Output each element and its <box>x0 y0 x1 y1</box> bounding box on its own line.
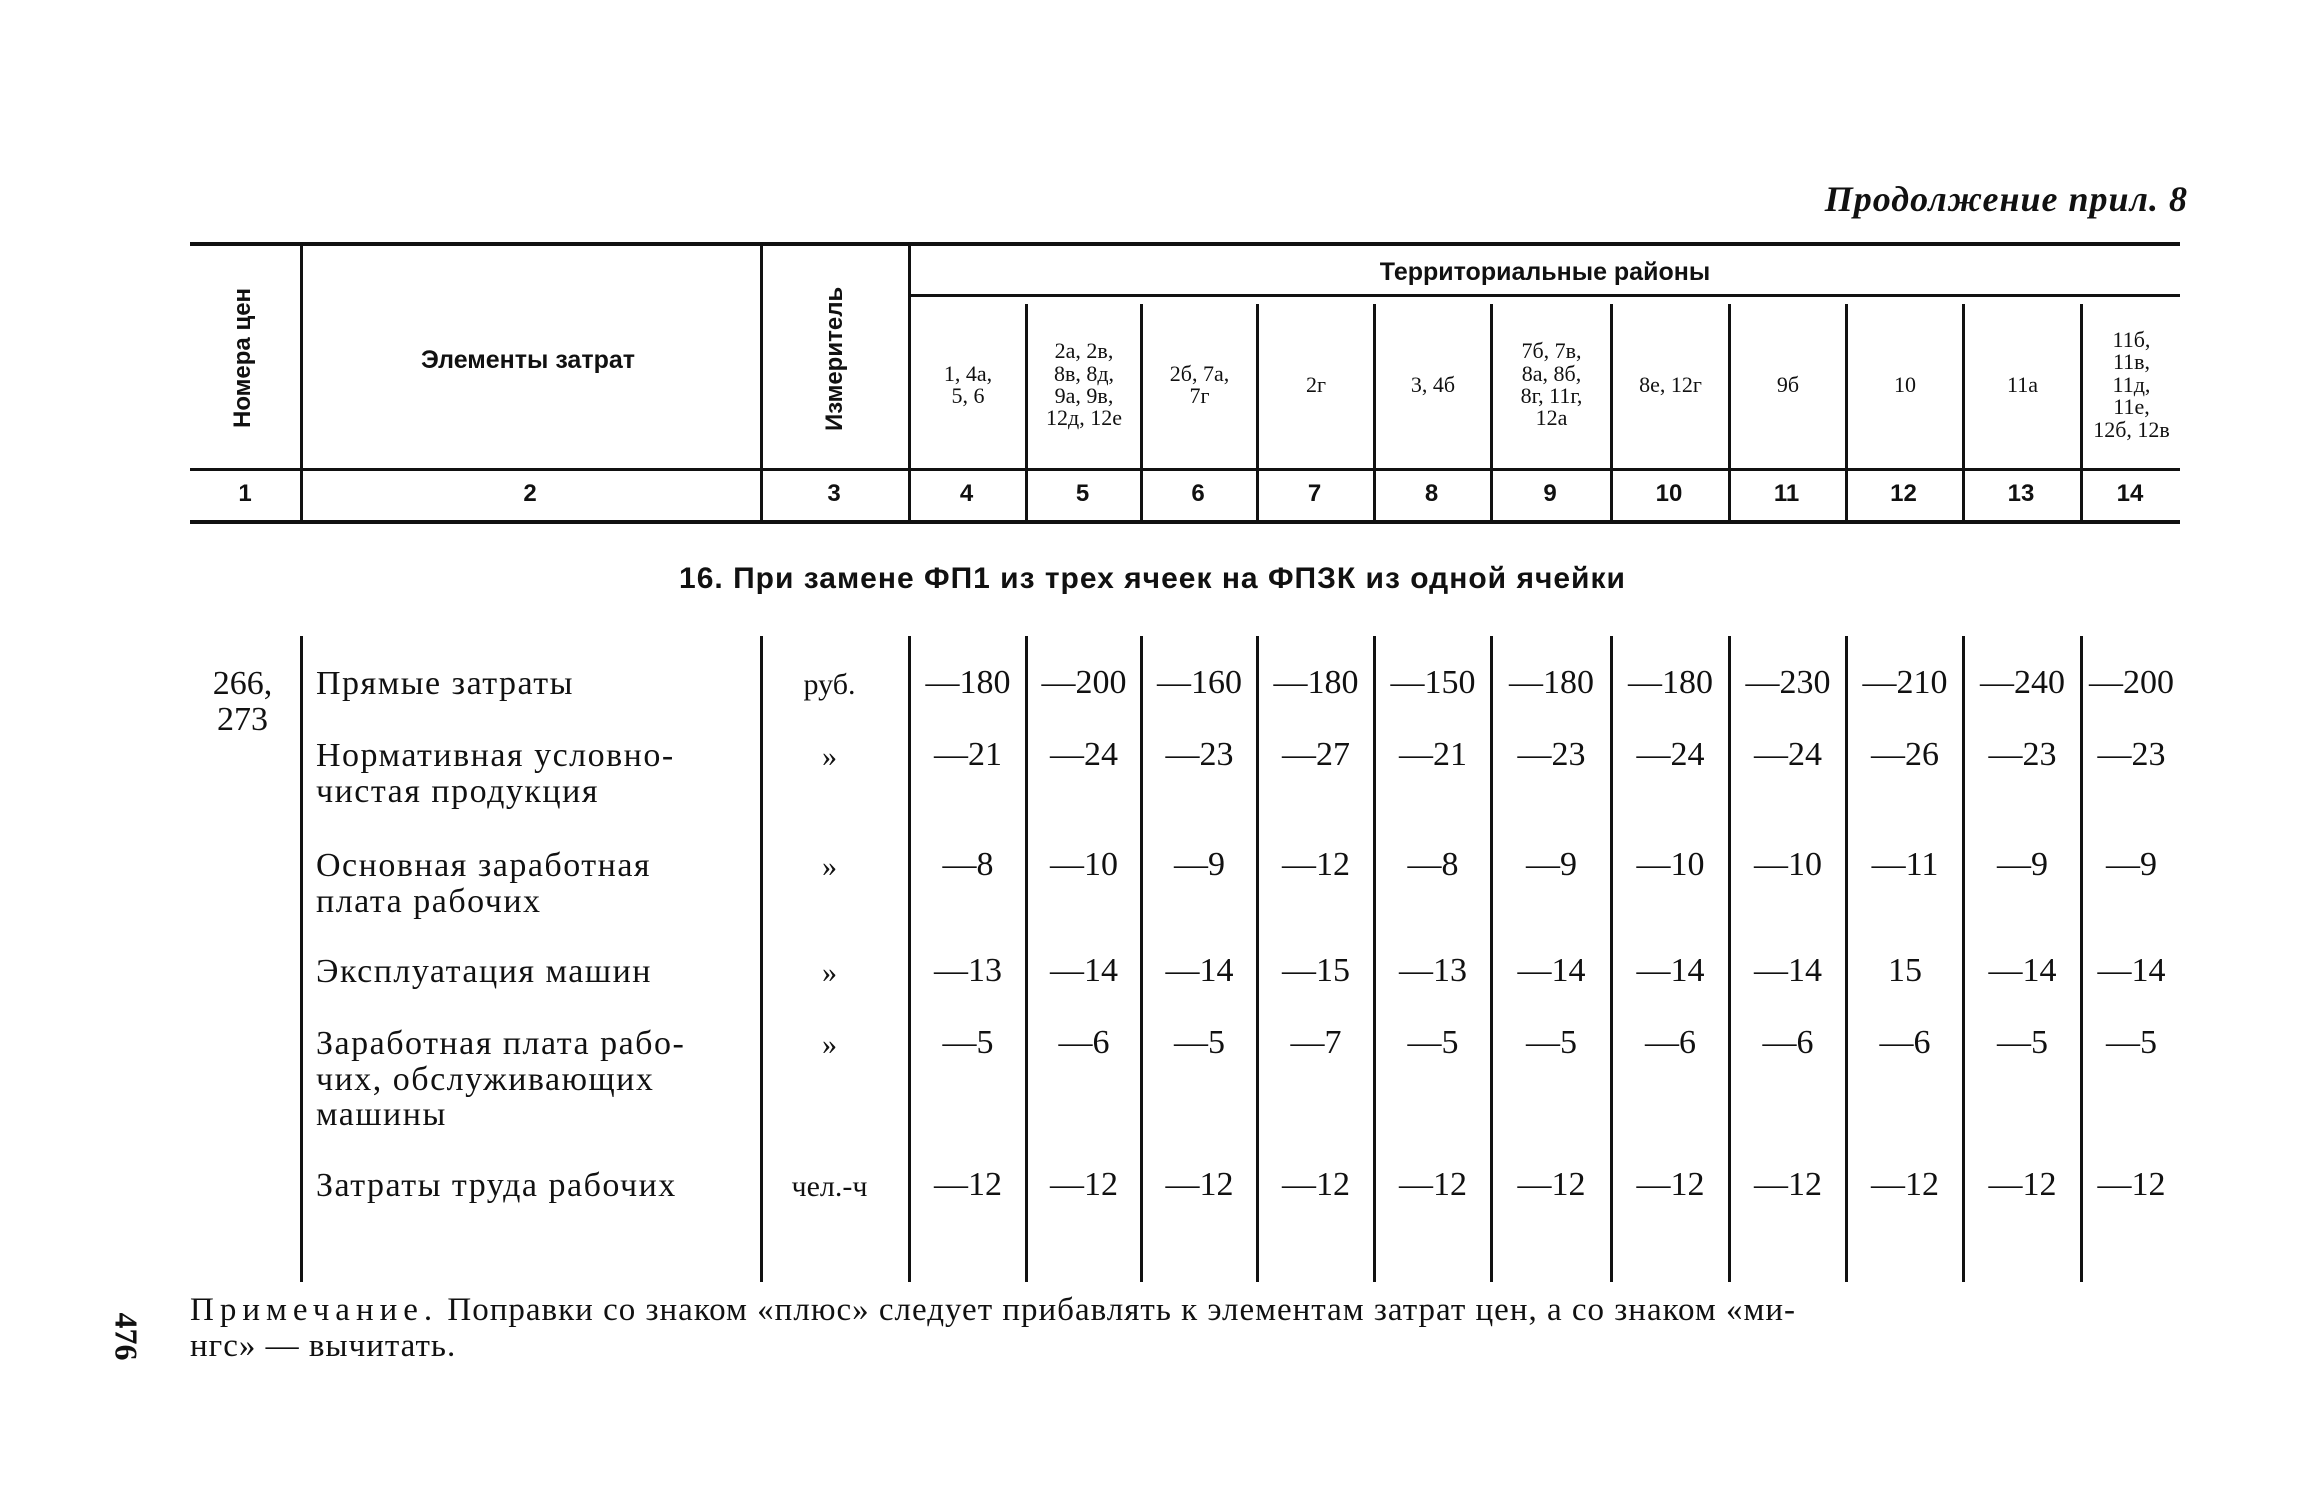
value-cell: —12 <box>1871 1166 1939 1203</box>
value-cell: —12 <box>1165 1166 1234 1203</box>
value-cell: —5 <box>2106 1024 2157 1061</box>
unit-cell: руб. <box>803 668 856 701</box>
column-number: 3 <box>827 480 841 507</box>
cost-element-label: Прямые затраты <box>316 665 574 702</box>
column-number: 1 <box>238 480 252 507</box>
header-bottom-rule <box>190 468 2180 471</box>
region-header: 2г <box>1305 371 1327 397</box>
value-cell: —200 <box>1041 664 1127 701</box>
value-cell: —12 <box>1636 1166 1705 1203</box>
value-cell: —12 <box>2097 1166 2166 1203</box>
regions-header: Территориальные районы <box>1379 257 1711 286</box>
value-cell: —160 <box>1157 664 1242 701</box>
region-header: 2а, 2в, 8в, 8д, 9а, 9в, 12д, 12е <box>1046 338 1122 431</box>
value-cell: —12 <box>1399 1166 1467 1203</box>
price-numbers-header: Номера цен <box>229 287 256 428</box>
region-header: 3, 4б <box>1410 371 1456 397</box>
value-cell: —14 <box>1517 952 1586 989</box>
footnote-text: Поправки со знаком «плюс» следует прибавлять к элементам затрат цен, а со знаком «ми- нгс» — вычитать. <box>190 1292 1797 1365</box>
value-cell: —12 <box>1517 1166 1586 1203</box>
value-cell: —180 <box>1273 664 1359 701</box>
value-cell: —10 <box>1636 846 1705 883</box>
column-number: 4 <box>959 480 974 507</box>
unit-cell: » <box>822 1028 837 1061</box>
value-cell: —12 <box>1282 846 1350 883</box>
unit-cell: » <box>822 956 837 989</box>
column-number: 14 <box>2116 480 2144 507</box>
unit-cell: чел.-ч <box>791 1170 868 1203</box>
value-cell: —210 <box>1862 664 1948 701</box>
footnote <box>190 1292 2180 1365</box>
value-cell: —6 <box>1879 1024 1931 1061</box>
unit-cell: » <box>822 850 837 883</box>
unit-header: Измеритель <box>821 286 848 431</box>
value-cell: —13 <box>1399 952 1467 989</box>
value-cell: —10 <box>1050 846 1118 883</box>
value-cell: —12 <box>1050 1166 1118 1203</box>
page-number: 476 <box>108 1312 145 1361</box>
column-number: 9 <box>1543 480 1557 507</box>
value-cell: —6 <box>1058 1024 1110 1061</box>
value-cell: —200 <box>2089 664 2174 701</box>
cost-elements-header: Элементы затрат <box>421 345 635 374</box>
cost-element-label: Заработная плата рабо- чих, обслуживающих машины <box>316 1025 686 1134</box>
value-cell: —13 <box>934 952 1002 989</box>
region-header: 10 <box>1894 371 1916 397</box>
value-cell: —12 <box>1754 1166 1822 1203</box>
table-top-rule <box>190 242 2180 246</box>
value-cell: —240 <box>1980 664 2065 701</box>
regions-title-rule <box>910 294 2180 297</box>
price-numbers: 266, 273 <box>212 665 273 738</box>
value-cell: —15 <box>1282 952 1350 989</box>
column-number: 11 <box>1773 480 1800 507</box>
column-number: 6 <box>1191 480 1205 507</box>
value-cell: —14 <box>1050 952 1118 989</box>
value-cell: —14 <box>1754 952 1822 989</box>
value-cell: —180 <box>1509 664 1594 701</box>
value-cell: 15 <box>1888 952 1922 989</box>
column-number: 13 <box>2007 480 2035 507</box>
value-cell: —5 <box>942 1024 994 1061</box>
region-header: 2б, 7а, 7г <box>1169 360 1230 408</box>
value-cell: —23 <box>2097 736 2166 773</box>
value-cell: —10 <box>1754 846 1822 883</box>
column-number: 12 <box>1890 480 1917 507</box>
region-header: 8е, 12г <box>1639 371 1702 397</box>
value-cell: —14 <box>1636 952 1705 989</box>
value-cell: —23 <box>1165 736 1234 773</box>
value-cell: —8 <box>942 846 994 883</box>
value-cell: —6 <box>1645 1024 1696 1061</box>
value-cell: —9 <box>1526 846 1577 883</box>
region-header: 9б <box>1776 371 1800 397</box>
value-cell: —180 <box>1628 664 1713 701</box>
value-cell: —9 <box>1174 846 1225 883</box>
region-header: 7б, 7в, 8а, 8б, 8г, 11г, 12а <box>1520 338 1583 431</box>
continuation-title: Продолжение прил. 8 <box>1824 179 2188 219</box>
value-cell: —5 <box>1526 1024 1577 1061</box>
column-number: 2 <box>523 480 537 507</box>
value-cell: —23 <box>1988 736 2057 773</box>
value-cell: —7 <box>1290 1024 1342 1061</box>
value-cell: —5 <box>1997 1024 2048 1061</box>
value-cell: —24 <box>1636 736 1705 773</box>
value-cell: —14 <box>1988 952 2057 989</box>
value-cell: —12 <box>934 1166 1002 1203</box>
unit-cell: » <box>822 740 837 773</box>
value-cell: —14 <box>1165 952 1234 989</box>
body-column-divider <box>300 636 303 1282</box>
region-header: 11а <box>2007 371 2038 397</box>
value-cell: —5 <box>1174 1024 1225 1061</box>
value-cell: —180 <box>925 664 1011 701</box>
column-number: 8 <box>1424 480 1439 507</box>
region-header: 11б, 11в, 11д, 11е, 12б, 12в <box>2093 326 2170 442</box>
section-title: 16. При замене ФП1 из трех ячеек на ФПЗК из одной ячейки <box>679 562 1626 595</box>
cost-element-label: Основная заработная плата рабочих <box>316 847 652 920</box>
value-cell: —12 <box>1282 1166 1350 1203</box>
value-cell: —21 <box>934 736 1002 773</box>
cost-element-label: Затраты труда рабочих <box>316 1167 677 1204</box>
value-cell: —230 <box>1745 664 1831 701</box>
value-cell: —6 <box>1762 1024 1814 1061</box>
value-cell: —24 <box>1050 736 1118 773</box>
cost-element-label: Нормативная условно- чистая продукция <box>316 737 675 810</box>
value-cell: —8 <box>1407 846 1459 883</box>
value-cell: —150 <box>1390 664 1476 701</box>
column-numbers-rule <box>190 520 2180 524</box>
region-header: 1, 4а, 5, 6 <box>943 360 993 408</box>
value-cell: —9 <box>1997 846 2048 883</box>
column-number: 10 <box>1655 480 1683 507</box>
cost-element-label: Эксплуатация машин <box>316 953 652 990</box>
value-cell: —21 <box>1399 736 1467 773</box>
value-cell: —24 <box>1754 736 1822 773</box>
footnote-label: Примечание. <box>190 1292 439 1328</box>
value-cell: —12 <box>1988 1166 2057 1203</box>
value-cell: —14 <box>2097 952 2166 989</box>
value-cell: —26 <box>1871 736 1939 773</box>
value-cell: —23 <box>1517 736 1586 773</box>
value-cell: —9 <box>2106 846 2157 883</box>
column-number: 5 <box>1075 480 1090 507</box>
column-number: 7 <box>1307 480 1322 507</box>
value-cell: —11 <box>1871 846 1939 883</box>
value-cell: —27 <box>1282 736 1350 773</box>
value-cell: —5 <box>1407 1024 1459 1061</box>
